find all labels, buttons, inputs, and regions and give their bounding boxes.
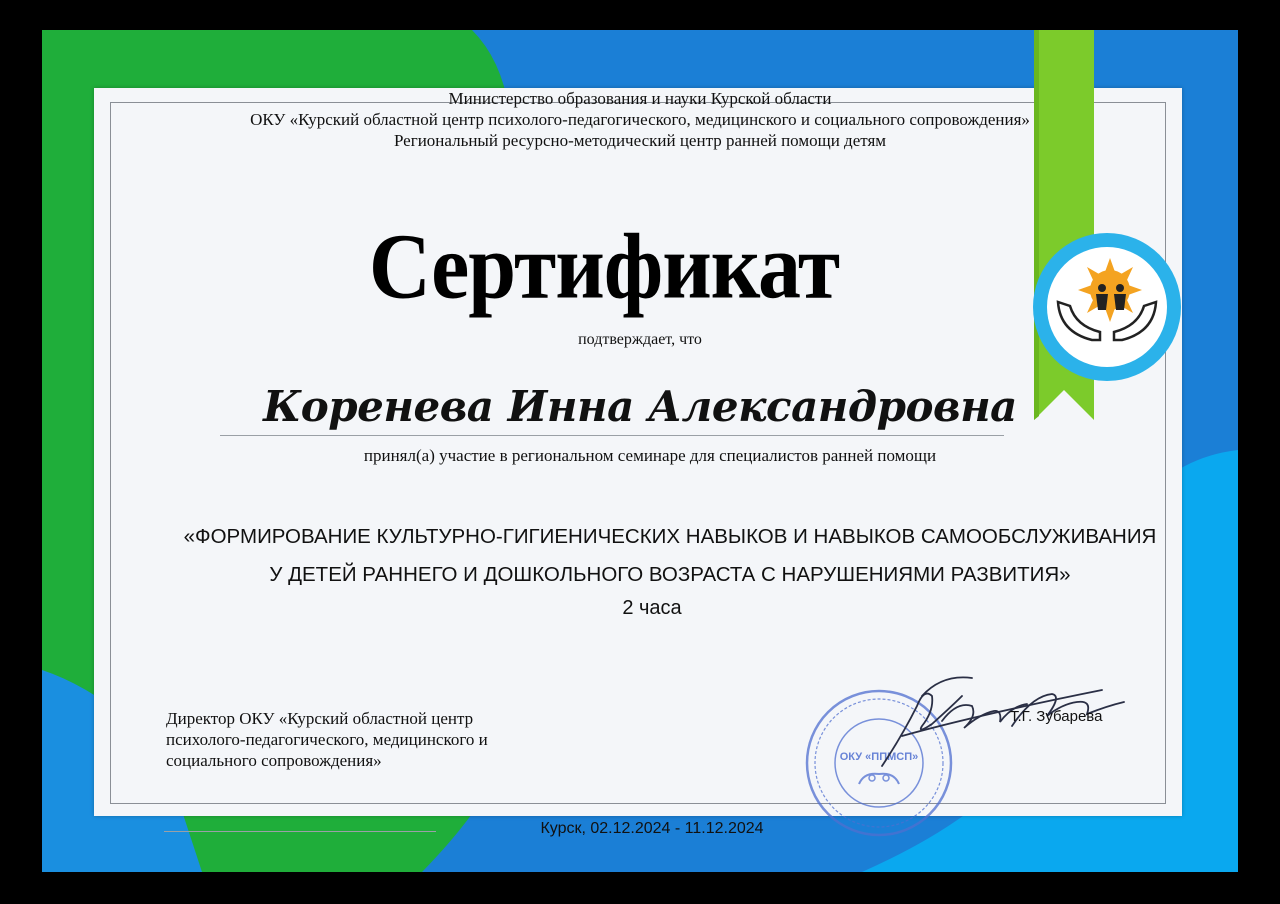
hours-text: 2 часа	[622, 597, 682, 619]
organization-line: ОКУ «Курский областной центр психолого-педагогического, медицинского и социального сопровождения»	[250, 110, 1030, 129]
recipient-name: Коренева Инна Александровна	[263, 382, 1017, 431]
center-line: Региональный ресурсно-методический центр ранней помощи детям	[393, 131, 887, 150]
issuer-header	[42, 88, 1238, 151]
certificate-title: Сертификат	[368, 214, 840, 318]
director-line-2: психолого-педагогического, медицинского и	[166, 730, 488, 749]
ministry-line: Министерство образования и науки Курской области	[448, 89, 832, 108]
director-line-3: социального сопровождения»	[166, 751, 382, 770]
director-line-1: Директор ОКУ «Курский областной центр	[166, 709, 474, 728]
seminar-title	[42, 518, 1238, 594]
seminar-title-line-1: «ФОРМИРОВАНИЕ КУЛЬТУРНО-ГИГИЕНИЧЕСКИХ НАВЫКОВ И НАВЫКОВ САМООБСЛУЖИВАНИЯ	[183, 525, 1157, 548]
stamp-center-text: ОКУ «ППМСП»	[839, 751, 919, 763]
confirms-text: подтверждает, что	[578, 331, 702, 348]
certificate-frame	[42, 30, 1238, 872]
name-underline	[220, 435, 1004, 436]
place-date: Курск, 02.12.2024 - 11.12.2024	[540, 820, 764, 837]
participation-text: принял(а) участие в региональном семинаре для специалистов ранней помощи	[363, 446, 937, 465]
seminar-title-line-2: У ДЕТЕЙ РАННЕГО И ДОШКОЛЬНОГО ВОЗРАСТА С НАРУШЕНИЯМИ РАЗВИТИЯ»	[269, 563, 1071, 586]
signer-name: Т.Г. Зубарева	[1010, 708, 1103, 725]
director-title	[166, 708, 546, 771]
